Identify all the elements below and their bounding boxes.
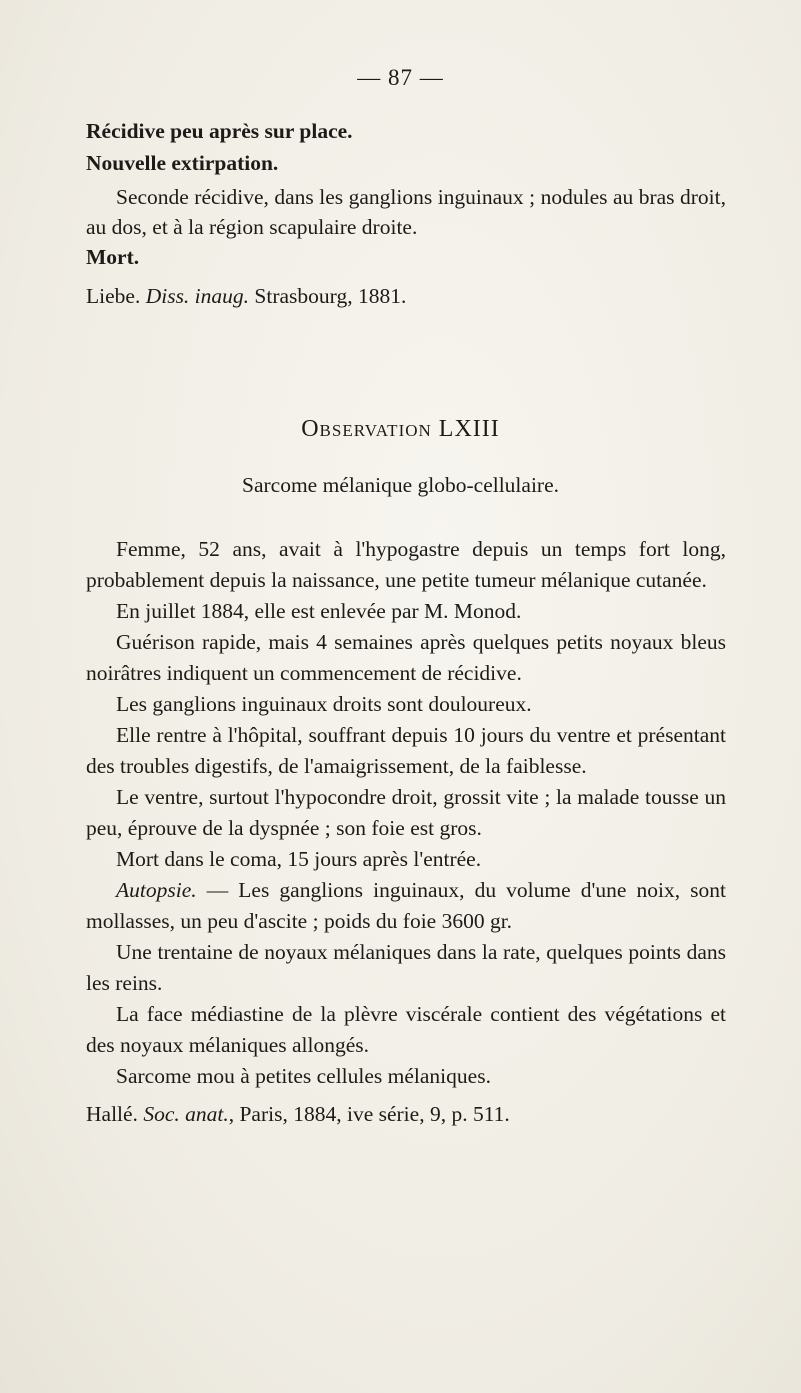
- paragraph-4: Les ganglions inguinaux droits sont douloureux.: [116, 692, 532, 716]
- page-number: — 87 —: [357, 65, 444, 90]
- paragraph-1: Femme, 52 ans, avait à l'hypogastre depuis un temps fort long, probablement depuis la naissance, une petite tumeur mélanique cutanée.: [86, 537, 726, 592]
- relapse-line: Récidive peu après sur place.: [86, 119, 353, 143]
- paragraph-5: Elle rentre à l'hôpital, souffrant depuis 10 jours du ventre et présentant des troubles digestifs, de l'amaigrissement, de la faiblesse.: [86, 723, 726, 778]
- excision-line: Nouvelle extirpation.: [86, 151, 279, 175]
- observation-body: [86, 534, 726, 1127]
- paragraph-7: Mort dans le coma, 15 jours après l'entrée.: [116, 847, 482, 871]
- second-relapse-paragraph: Seconde récidive, dans les ganglions inguinaux ; nodules au bras droit, au dos, et à la région scapulaire droite.: [86, 185, 726, 239]
- death-line: Mort.: [86, 245, 140, 269]
- autopsy-text: — Les ganglions inguinaux, du volume d'une noix, sont mollasses, un peu d'ascite ; poids du foie 3600 gr.: [86, 878, 726, 933]
- autopsy-label: Autopsie.: [116, 878, 197, 902]
- paragraph-11: Sarcome mou à petites cellules mélaniques.: [116, 1064, 491, 1088]
- previous-observation-end: [86, 118, 726, 309]
- paragraph-9: Une trentaine de noyaux mélaniques dans la rate, quelques points dans les reins.: [86, 940, 726, 995]
- paragraph-3: Guérison rapide, mais 4 semaines après quelques petits noyaux bleus noirâtres indiquent un commencement de récidive.: [86, 630, 726, 685]
- reference-halle: [86, 1102, 726, 1127]
- paragraph-8: [86, 875, 726, 937]
- ref-place: Strasbourg, 1881.: [254, 284, 407, 308]
- ref2-author: Hallé.: [86, 1102, 138, 1126]
- ref-work: Diss. inaug.: [145, 284, 250, 308]
- ref2-work: Soc. anat.: [143, 1102, 229, 1126]
- ref2-rest: , Paris, 1884, ive série, 9, p. 511.: [228, 1102, 510, 1126]
- observation-title: Observation LXIII: [301, 416, 500, 442]
- ref-author: Liebe.: [86, 284, 141, 308]
- paragraph-6: Le ventre, surtout l'hypocondre droit, grossit vite ; la malade tousse un peu, éprouve de la dyspnée ; son foie est gros.: [86, 785, 726, 840]
- observation-subtitle: Sarcome mélanique globo-cellulaire.: [242, 473, 559, 497]
- paragraph-10: La face médiastine de la plèvre viscérale contient des végétations et des noyaux mélaniques allongés.: [86, 1002, 726, 1057]
- paragraph-2: En juillet 1884, elle est enlevée par M. Monod.: [116, 599, 522, 623]
- reference-liebe: [86, 284, 726, 309]
